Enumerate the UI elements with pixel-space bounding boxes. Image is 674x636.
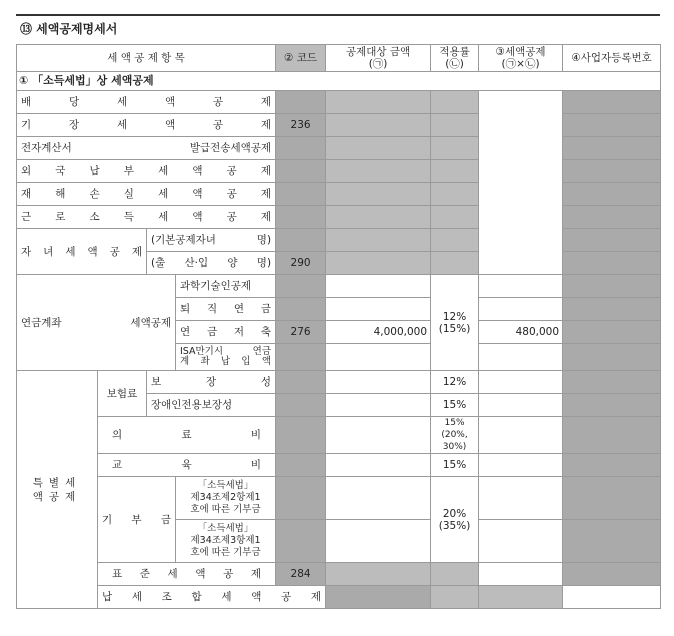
bookkeeping-base — [326, 114, 431, 137]
ins-disabled-rate: 15% — [431, 394, 479, 417]
standard-base — [326, 563, 431, 586]
donation-a-base — [326, 477, 431, 520]
education-rate: 15% — [431, 454, 479, 477]
einvoice-code — [276, 137, 326, 160]
ins-coverage-bizno — [563, 371, 661, 394]
dividend-bizno — [563, 91, 661, 114]
child-birth-label: (출 산·입 양 명) — [147, 252, 276, 275]
donation-a-credit — [479, 477, 563, 520]
pension-credit: 480,000 — [479, 321, 563, 344]
education-base — [326, 454, 431, 477]
tax-credit-table — [16, 44, 661, 609]
foreign-rate — [431, 160, 479, 183]
donation-label: 기 부 금 — [98, 477, 176, 563]
row-einvoice — [17, 137, 661, 160]
credit-column-section1 — [479, 91, 563, 275]
disaster-bizno — [563, 183, 661, 206]
education-code — [276, 454, 326, 477]
union-credit — [563, 586, 661, 609]
standard-label: 표 준 세 액 공 제 — [98, 563, 276, 586]
header-bizno: ④사업자등록번호 — [563, 45, 661, 72]
earned-label: 근 로 소 득 세 액 공 제 — [17, 206, 276, 229]
pension-retire-base — [326, 298, 431, 321]
header-item: 세 액 공 제 항 목 — [17, 45, 276, 72]
ins-disabled-bizno — [563, 394, 661, 417]
child-code: 290 — [276, 252, 326, 275]
section1-title: ① 「소득세법」상 세액공제 — [17, 72, 661, 91]
bookkeeping-code: 236 — [276, 114, 326, 137]
row-ins-coverage — [17, 371, 661, 394]
union-rate — [479, 586, 563, 609]
disaster-rate — [431, 183, 479, 206]
pension-science-base — [326, 275, 431, 298]
pension-isa-credit — [479, 344, 563, 371]
union-label: 납 세 조 합 세 액 공 제 — [98, 586, 326, 609]
child-birth-base — [326, 252, 431, 275]
row-standard — [17, 563, 661, 586]
medical-credit — [479, 417, 563, 454]
medical-bizno — [563, 417, 661, 454]
row-medical — [17, 417, 661, 454]
education-credit — [479, 454, 563, 477]
row-education — [17, 454, 661, 477]
disaster-label: 재 해 손 실 세 액 공 제 — [17, 183, 276, 206]
ins-coverage-credit — [479, 371, 563, 394]
foreign-code — [276, 160, 326, 183]
standard-rate — [431, 563, 479, 586]
donation-b-credit — [479, 520, 563, 563]
einvoice-rate — [431, 137, 479, 160]
ins-disabled-base — [326, 394, 431, 417]
pension-code: 276 — [276, 321, 326, 344]
special-label: 특별세액공제 — [17, 371, 98, 609]
section1-row — [17, 72, 661, 91]
row-earned — [17, 206, 661, 229]
dividend-label: 배 당 세 액 공 제 — [17, 91, 276, 114]
top-rule — [16, 14, 660, 16]
child-basic-label: (기본공제자녀 명) — [147, 229, 276, 252]
bookkeeping-rate — [431, 114, 479, 137]
ins-coverage-rate: 12% — [431, 371, 479, 394]
pension-isa-label: ISA만기시 연금 계 좌 납 입 액 — [176, 344, 276, 371]
einvoice-base — [326, 137, 431, 160]
earned-base — [326, 206, 431, 229]
form-title: ⑬ 세액공제명세서 — [20, 22, 118, 36]
donation-b-base — [326, 520, 431, 563]
union-base — [431, 586, 479, 609]
medical-rate: 15% (20%, 30%) — [431, 417, 479, 454]
pension-science-credit — [479, 275, 563, 298]
pension-science-label: 과학기술인공제 — [176, 275, 276, 298]
child-label: 자 녀 세 액 공 제 — [17, 229, 147, 275]
donation-b-bizno — [563, 520, 661, 563]
header-credit: ③세액공제 (㉠×㉡) — [479, 45, 563, 72]
earned-rate — [431, 206, 479, 229]
donation-rate: 20% (35%) — [431, 477, 479, 563]
pension-savings-bizno — [563, 321, 661, 344]
einvoice-bizno — [563, 137, 661, 160]
header-code: ② 코드 — [276, 45, 326, 72]
donation-a-bizno — [563, 477, 661, 520]
row-disaster — [17, 183, 661, 206]
donation-b-code — [276, 520, 326, 563]
disaster-base — [326, 183, 431, 206]
pension-retire-code — [276, 298, 326, 321]
pension-science-bizno — [563, 275, 661, 298]
union-code — [326, 586, 431, 609]
bookkeeping-label: 기 장 세 액 공 제 — [17, 114, 276, 137]
disaster-code — [276, 183, 326, 206]
row-dividend — [17, 91, 661, 114]
earned-code — [276, 206, 326, 229]
pension-isa-base — [326, 344, 431, 371]
row-foreign — [17, 160, 661, 183]
row-union — [17, 586, 661, 609]
dividend-rate — [431, 91, 479, 114]
pension-savings-label: 연 금 저 축 — [176, 321, 276, 344]
pension-retire-label: 퇴 직 연 금 — [176, 298, 276, 321]
row-donation-a — [17, 477, 661, 520]
pension-isa-code — [276, 344, 326, 371]
donation-b-label: 「소득세법」 제34조제3항제1 호에 따른 기부금 — [176, 520, 276, 563]
einvoice-label: 전자계산서 발급전송세액공제 — [17, 137, 276, 160]
row-pension-science — [17, 275, 661, 298]
foreign-label: 외 국 납 부 세 액 공 제 — [17, 160, 276, 183]
pension-retire-credit — [479, 298, 563, 321]
medical-label: 의 료 비 — [98, 417, 276, 454]
header-base: 공제대상 금액 (㉠) — [326, 45, 431, 72]
education-label: 교 육 비 — [98, 454, 276, 477]
dividend-base — [326, 91, 431, 114]
child-basic-bizno — [563, 229, 661, 252]
child-basic-code — [276, 229, 326, 252]
medical-code — [276, 417, 326, 454]
foreign-bizno — [563, 160, 661, 183]
medical-base — [326, 417, 431, 454]
ins-disabled-label: 장애인전용보장성 — [147, 394, 276, 417]
pension-label: 연금계좌 세액공제 — [17, 275, 176, 371]
insurance-label: 보험료 — [98, 371, 147, 417]
education-bizno — [563, 454, 661, 477]
donation-a-code — [276, 477, 326, 520]
ins-coverage-code — [276, 371, 326, 394]
standard-bizno — [563, 563, 661, 586]
child-basic-base — [326, 229, 431, 252]
child-birth-rate — [431, 252, 479, 275]
header-row — [17, 45, 661, 72]
pension-retire-bizno — [563, 298, 661, 321]
ins-coverage-base — [326, 371, 431, 394]
dividend-code — [276, 91, 326, 114]
row-child-basic — [17, 229, 661, 252]
pension-isa-bizno — [563, 344, 661, 371]
pension-science-code — [276, 275, 326, 298]
donation-a-label: 「소득세법」 제34조제2항제1 호에 따른 기부금 — [176, 477, 276, 520]
child-birth-bizno — [563, 252, 661, 275]
standard-code: 284 — [276, 563, 326, 586]
child-basic-rate — [431, 229, 479, 252]
pension-rate: 12% (15%) — [431, 275, 479, 371]
ins-disabled-code — [276, 394, 326, 417]
ins-coverage-label: 보 장 성 — [147, 371, 276, 394]
row-bookkeeping — [17, 114, 661, 137]
standard-credit — [479, 563, 563, 586]
pension-amount: 4,000,000 — [326, 321, 431, 344]
ins-disabled-credit — [479, 394, 563, 417]
foreign-base — [326, 160, 431, 183]
bookkeeping-bizno — [563, 114, 661, 137]
earned-bizno — [563, 206, 661, 229]
header-rate: 적용률 (㉡) — [431, 45, 479, 72]
